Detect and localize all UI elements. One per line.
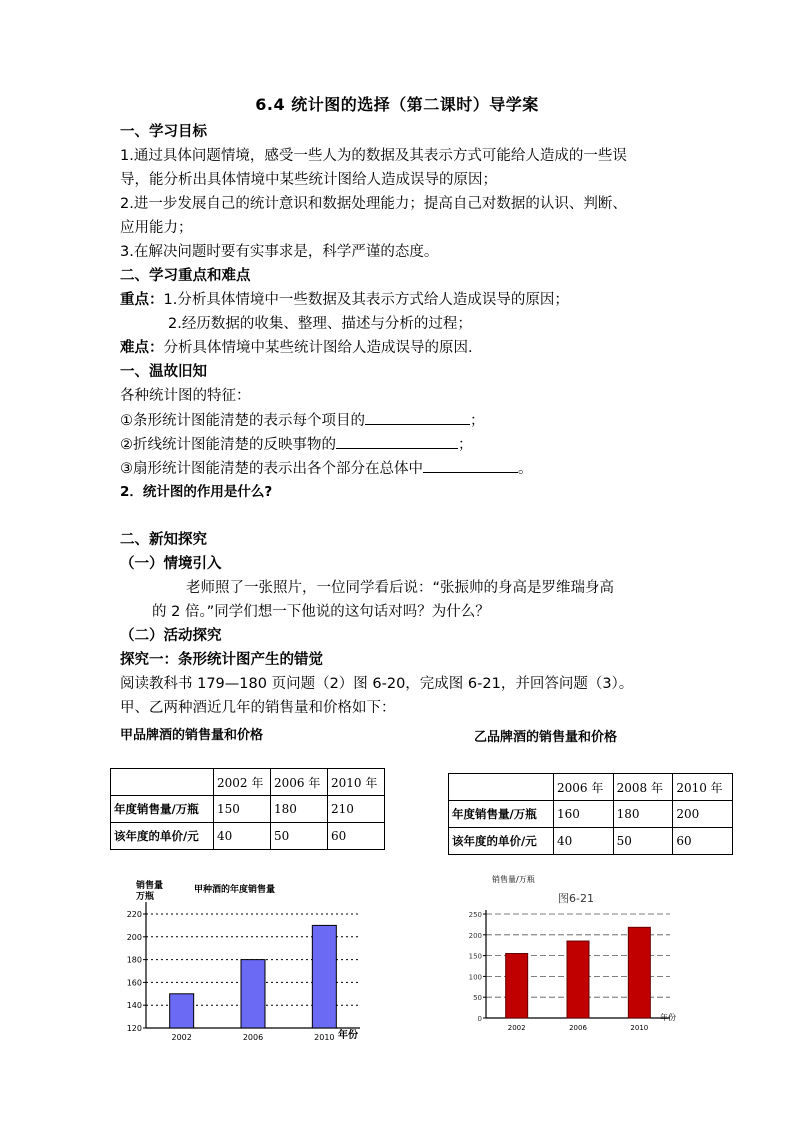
table-cell: 180	[271, 796, 328, 823]
table-cell: 160	[554, 801, 614, 828]
goal-2-line-b: 应用能力；	[120, 220, 193, 236]
chart-b-x-tick-label: 2002	[507, 1024, 526, 1032]
table-row	[111, 796, 385, 823]
feature-line	[120, 434, 473, 455]
goal-1-line-b: 导，能分析出具体情境中某些统计图给人造成误导的原因；	[120, 172, 497, 188]
table-b	[448, 773, 733, 855]
chart-b-y-tick-label: 50	[473, 994, 482, 1003]
table-cell: 210	[328, 796, 385, 823]
table-cell	[449, 774, 554, 801]
scenario-line-a: 老师照了一张照片，一位同学看后说：“张振帅的身高是罗维瑞身高	[186, 580, 615, 596]
table-row-header: 该年度的单价/元	[111, 823, 214, 850]
feature-pie-text: ③扇形统计图能清楚的表示出各个部分在总体中	[120, 461, 423, 477]
chart-yi-sales	[450, 868, 690, 1038]
feature-line-text: ②折线统计图能清楚的反映事物的	[120, 437, 336, 453]
chart-b-y-tick-label: 200	[468, 931, 482, 940]
chart-b-bar	[506, 954, 528, 1018]
table-header-cell: 2002 年	[214, 769, 271, 796]
goal-3: 3.在解决问题时要有实事求是，科学严谨的态度。	[120, 244, 439, 260]
chart-b-plot	[469, 910, 670, 1032]
chart-b-title: 图6-21	[558, 892, 594, 905]
table-b-caption: 乙品牌酒的销售量和价格	[474, 730, 618, 745]
feature-bar	[120, 410, 485, 431]
chart-b-bar	[567, 941, 589, 1018]
chart-a-y-tick-label: 160	[126, 978, 142, 988]
fill-blank-1[interactable]	[365, 410, 470, 425]
chart-b-bar	[628, 927, 650, 1018]
subsection-activity: （二）活动探究	[120, 628, 222, 644]
difficulty	[120, 338, 473, 358]
feature-pie-end: 。	[518, 461, 533, 477]
chart-b-y-tick-label: 250	[468, 911, 482, 919]
goal-2-line-a: 2.进一步发展自己的统计意识和数据处理能力；提高自己对数据的认识、判断、	[120, 196, 627, 212]
chart-a-x-tick-label: 2002	[171, 1033, 192, 1042]
table-row	[449, 828, 733, 855]
chart-jia-sales	[118, 872, 378, 1047]
difficulty-text: 分析具体情境中某些统计图给人造成误导的原因.	[163, 340, 473, 356]
chart-a-y-tick-label: 200	[126, 932, 142, 942]
section-heading-explore: 二、新知探究	[120, 532, 207, 548]
table-cell: 180	[613, 801, 673, 828]
chart-a-y-tick-label: 140	[126, 1001, 142, 1011]
key-text-1: 1.分析具体情境中一些数据及其表示方式给人造成误导的原因；	[163, 292, 569, 308]
chart-b-y-tick-label: 0	[477, 1015, 482, 1023]
table-row-header: 该年度的单价/元	[449, 828, 554, 855]
subsection-scenario: （一）情境引入	[120, 556, 222, 572]
table-cell: 200	[673, 801, 733, 828]
chart-a-bar	[170, 994, 194, 1028]
question-2: 2．统计图的作用是什么?	[120, 484, 273, 500]
chart-a-title: 甲种酒的年度销售量	[194, 885, 276, 895]
table-row	[111, 769, 385, 796]
difficulty-label: 难点：	[120, 340, 164, 356]
chart-a-y-tick-label: 220	[126, 910, 142, 919]
chart-b-ylabel: 销售量/万瓶	[492, 875, 535, 884]
table-cell: 60	[673, 828, 733, 855]
chart-a-ylabel-line2: 万瓶	[136, 892, 155, 902]
scenario-line-b: 的 2 倍。”同学们想一下他说的这句话对吗？为什么？	[152, 604, 490, 620]
table-header-cell: 2010 年	[673, 774, 733, 801]
table-header-cell: 2006 年	[271, 769, 328, 796]
fill-blank-2[interactable]	[336, 434, 458, 449]
chart-a-bar	[241, 960, 265, 1028]
features-intro: 各种统计图的特征：	[120, 388, 251, 404]
key-point-2: 2.经历数据的收集、整理、描述与分析的过程；	[168, 316, 472, 332]
data-intro: 甲、乙两种酒近几年的销售量和价格如下：	[120, 700, 396, 716]
section-heading-goals: 一、学习目标	[120, 124, 207, 140]
chart-b-x-tick-label: 2010	[630, 1024, 649, 1032]
table-header-cell: 2008 年	[613, 774, 673, 801]
table-row	[449, 774, 733, 801]
table-row	[111, 823, 385, 850]
chart-b-x-tick-label: 2006	[569, 1024, 587, 1032]
feature-bar-end: ；	[470, 413, 485, 429]
table-row-header: 年度销售量/万瓶	[449, 801, 554, 828]
fill-blank-3[interactable]	[423, 458, 518, 473]
key-label: 重点：	[120, 292, 164, 308]
chart-a-bar	[312, 925, 336, 1028]
table-cell: 60	[328, 823, 385, 850]
table-row	[449, 801, 733, 828]
table-cell: 150	[214, 796, 271, 823]
chart-a-y-tick-label: 180	[126, 955, 142, 965]
table-a-caption: 甲品牌酒的销售量和价格	[120, 728, 264, 743]
table-row-header: 年度销售量/万瓶	[111, 796, 214, 823]
chart-a-plot	[127, 902, 360, 1042]
feature-pie	[120, 458, 533, 479]
section-heading-review: 一、温故旧知	[120, 364, 207, 380]
table-cell	[111, 769, 214, 796]
feature-bar-text: ①条形统计图能清楚的表示每个项目的	[120, 413, 365, 429]
key-point-1	[120, 290, 569, 310]
goal-1-line-a: 1.通过具体问题情境，感受一些人为的数据及其表示方式可能给人造成的一些误	[120, 148, 627, 164]
chart-b-xlabel: 年份	[660, 1013, 676, 1022]
chart-b-y-tick-label: 150	[468, 952, 482, 961]
chart-b-y-tick-label: 100	[468, 973, 482, 982]
feature-line-end: ；	[458, 437, 473, 453]
chart-a-ylabel-line1: 销售量	[136, 881, 164, 891]
chart-a-y-tick-label: 120	[126, 1024, 142, 1033]
section-heading-keypoints: 二、学习重点和难点	[120, 268, 251, 284]
table-cell: 50	[271, 823, 328, 850]
table-cell: 50	[613, 828, 673, 855]
table-a	[110, 768, 385, 850]
reading-task: 阅读教科书 179—180 页问题（2）图 6-20，完成图 6-21，并回答问题（3）。	[120, 676, 634, 692]
explore-1-heading: 探究一：条形统计图产生的错觉	[120, 652, 323, 668]
page-title: 6.4 统计图的选择（第二课时）导学案	[255, 95, 539, 114]
chart-a-xlabel: 年份	[338, 1030, 358, 1041]
chart-a-x-tick-label: 2006	[242, 1033, 264, 1042]
table-header-cell: 2010 年	[328, 769, 385, 796]
table-header-cell: 2006 年	[554, 774, 614, 801]
table-cell: 40	[214, 823, 271, 850]
table-cell: 40	[554, 828, 614, 855]
chart-a-x-tick-label: 2010	[314, 1033, 335, 1042]
